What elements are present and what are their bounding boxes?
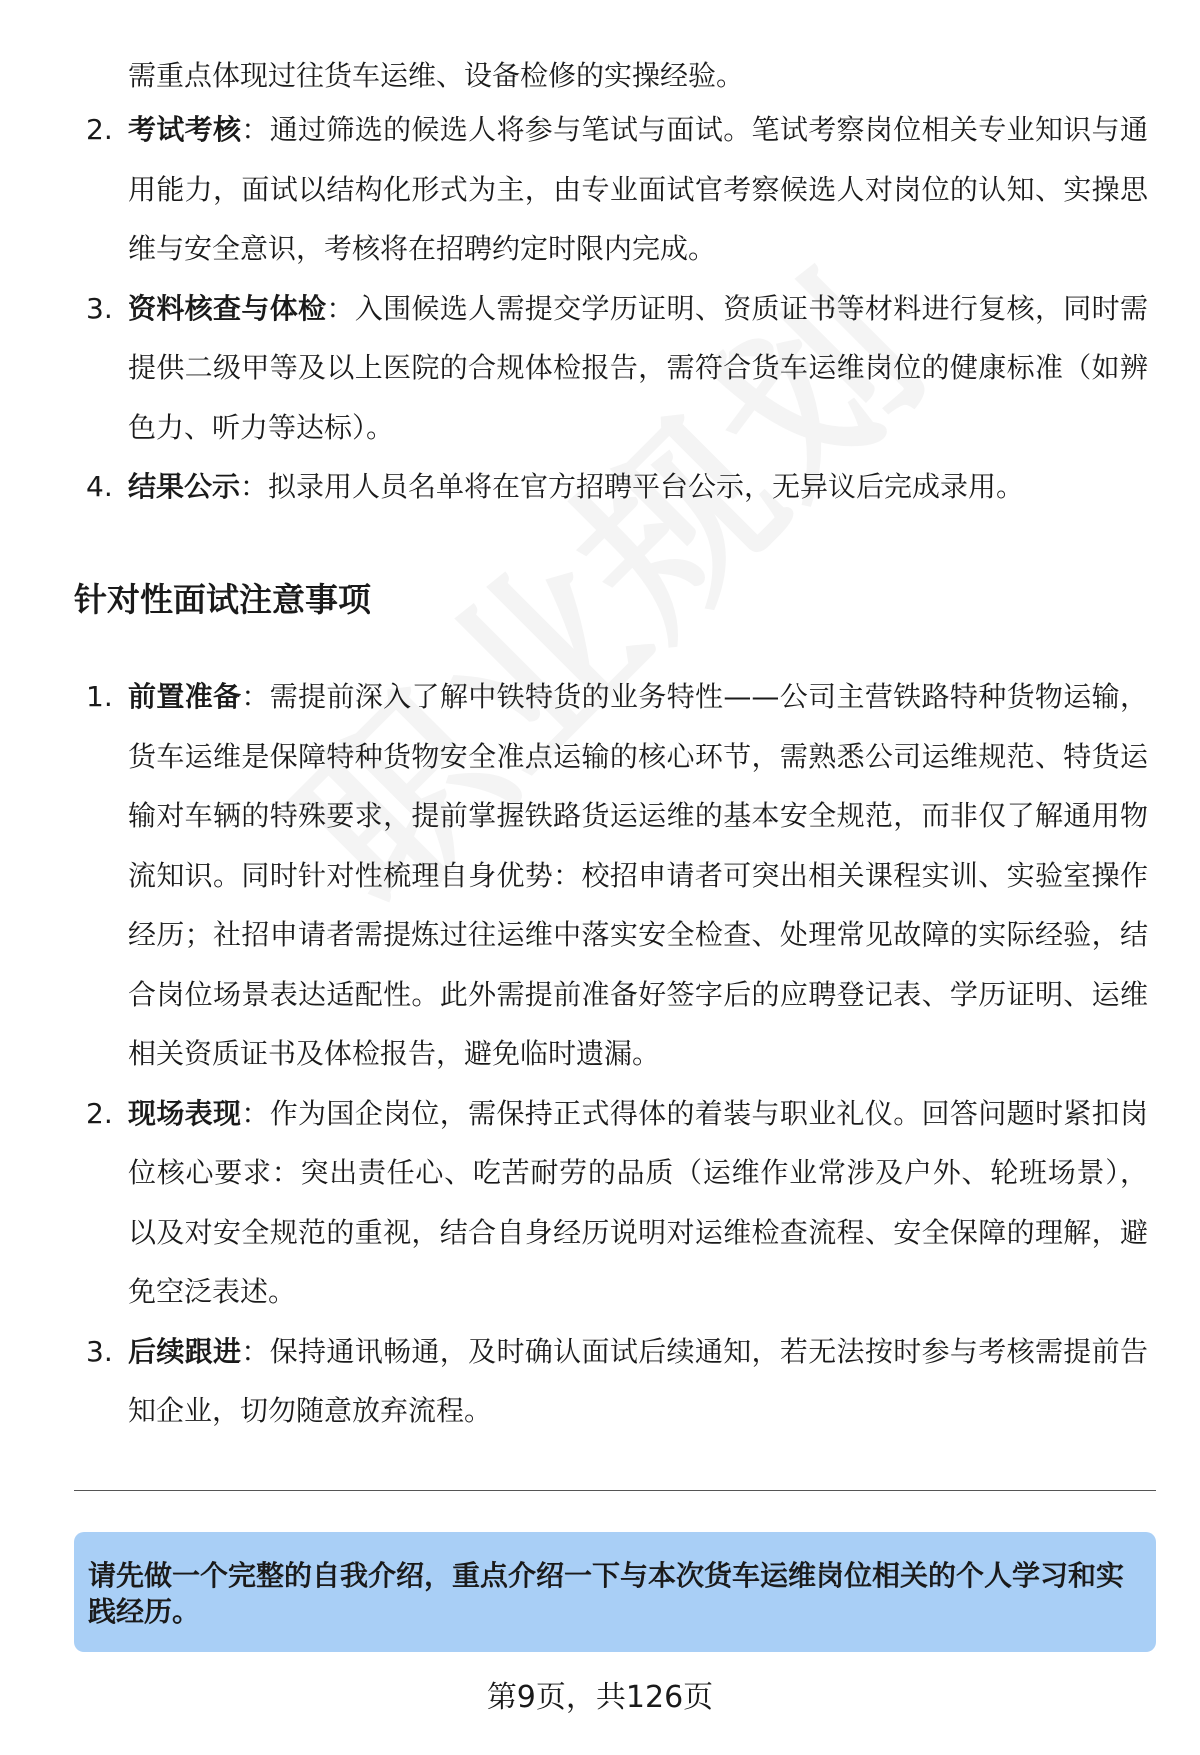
list-item-text: ：入围候选人需提交学历证明、资质证书等材料进行复核，同时需提供二级甲等及以上医院的合规体检报告，需符合货车运维岗位的健康标准（如辨色力、听力等达标）。 (128, 291, 1148, 444)
process-steps-list (0, 100, 1200, 517)
list-item-term: 资料核查与体检 (128, 291, 327, 325)
list-item-term: 现场表现 (128, 1096, 242, 1130)
section-title: 针对性面试注意事项 (74, 580, 371, 619)
list-item-number: 4. (86, 470, 113, 503)
section-divider (74, 1490, 1156, 1491)
interview-tips-list (0, 667, 1200, 1441)
list-item-term: 考试考核 (128, 113, 242, 146)
list-item-number: 2. (86, 113, 113, 146)
list-item (0, 100, 1200, 279)
list-item-term: 前置准备 (128, 680, 242, 713)
list-item-body (128, 279, 1148, 458)
list-item-text: ：作为国企岗位，需保持正式得体的着装与职业礼仪。回答问题时紧扣岗位核心要求：突出责任心、吃苦耐劳的品质（运维作业常涉及户外、轮班场景），以及对安全规范的重视，结合自身经历说明对运维检查流程、安全保障的理解，避免空泛表述。 (128, 1096, 1148, 1308)
page-footer: 第9页，共126页 (486, 1680, 714, 1715)
list-item-text: ：保持通讯畅通，及时确认面试后续通知，若无法按时参与考核需提前告知企业，切勿随意放弃流程。 (128, 1334, 1148, 1427)
interview-question-box (74, 1532, 1156, 1652)
list-item (0, 279, 1200, 458)
list-item-text: ：拟录用人员名单将在官方招聘平台公示，无异议后完成录用。 (240, 470, 1025, 503)
list-item-text: ：需提前深入了解中铁特货的业务特性——公司主营铁路特种货物运输，货车运维是保障特种货物安全准点运输的核心环节，需熟悉公司运维规范、特货运输对车辆的特殊要求，提前掌握铁路货运运维的基本安全规范，而非仅了解通用物流知识。同时针对性梳理自身优势：校招申请者可突出相关课程实训、实验室操作经历；社招申请者需提炼过往运维中落实安全检查、处理常见故障的实际经验，结合岗位场景表达适配性。此外需提前准备好签字后的应聘登记表、学历证明、运维相关资质证书及体检报告，避免临时遗漏。 (128, 680, 1148, 1070)
list-item (0, 1084, 1200, 1322)
list-item-body (128, 667, 1148, 1084)
list-item-number: 2. (86, 1096, 113, 1130)
list-item-number: 1. (86, 680, 113, 713)
list-item-term: 结果公示 (128, 470, 241, 503)
list-item (0, 457, 1200, 517)
list-item-number: 3. (86, 291, 113, 325)
list-item (0, 1322, 1200, 1441)
list-item-text: ：通过筛选的候选人将参与笔试与面试。笔试考察岗位相关专业知识与通用能力，面试以结构化形式为主，由专业面试官考察候选人对岗位的认知、实操思维与安全意识，考核将在招聘约定时限内完成。 (128, 113, 1148, 265)
intro-continuation: 需重点体现过往货车运维、设备检修的实操经验。 (128, 59, 745, 92)
list-item (0, 667, 1200, 1084)
list-item-number: 3. (86, 1334, 113, 1368)
list-item-body (128, 1084, 1148, 1322)
list-item-term: 后续跟进 (128, 1334, 242, 1368)
list-item-body (128, 1322, 1148, 1441)
list-item-body (128, 457, 1148, 517)
list-item-body (128, 100, 1148, 279)
interview-question-text: 请先做一个完整的自我介绍，重点介绍一下与本次货车运维岗位相关的个人学习和实践经历。 (88, 1559, 1125, 1628)
